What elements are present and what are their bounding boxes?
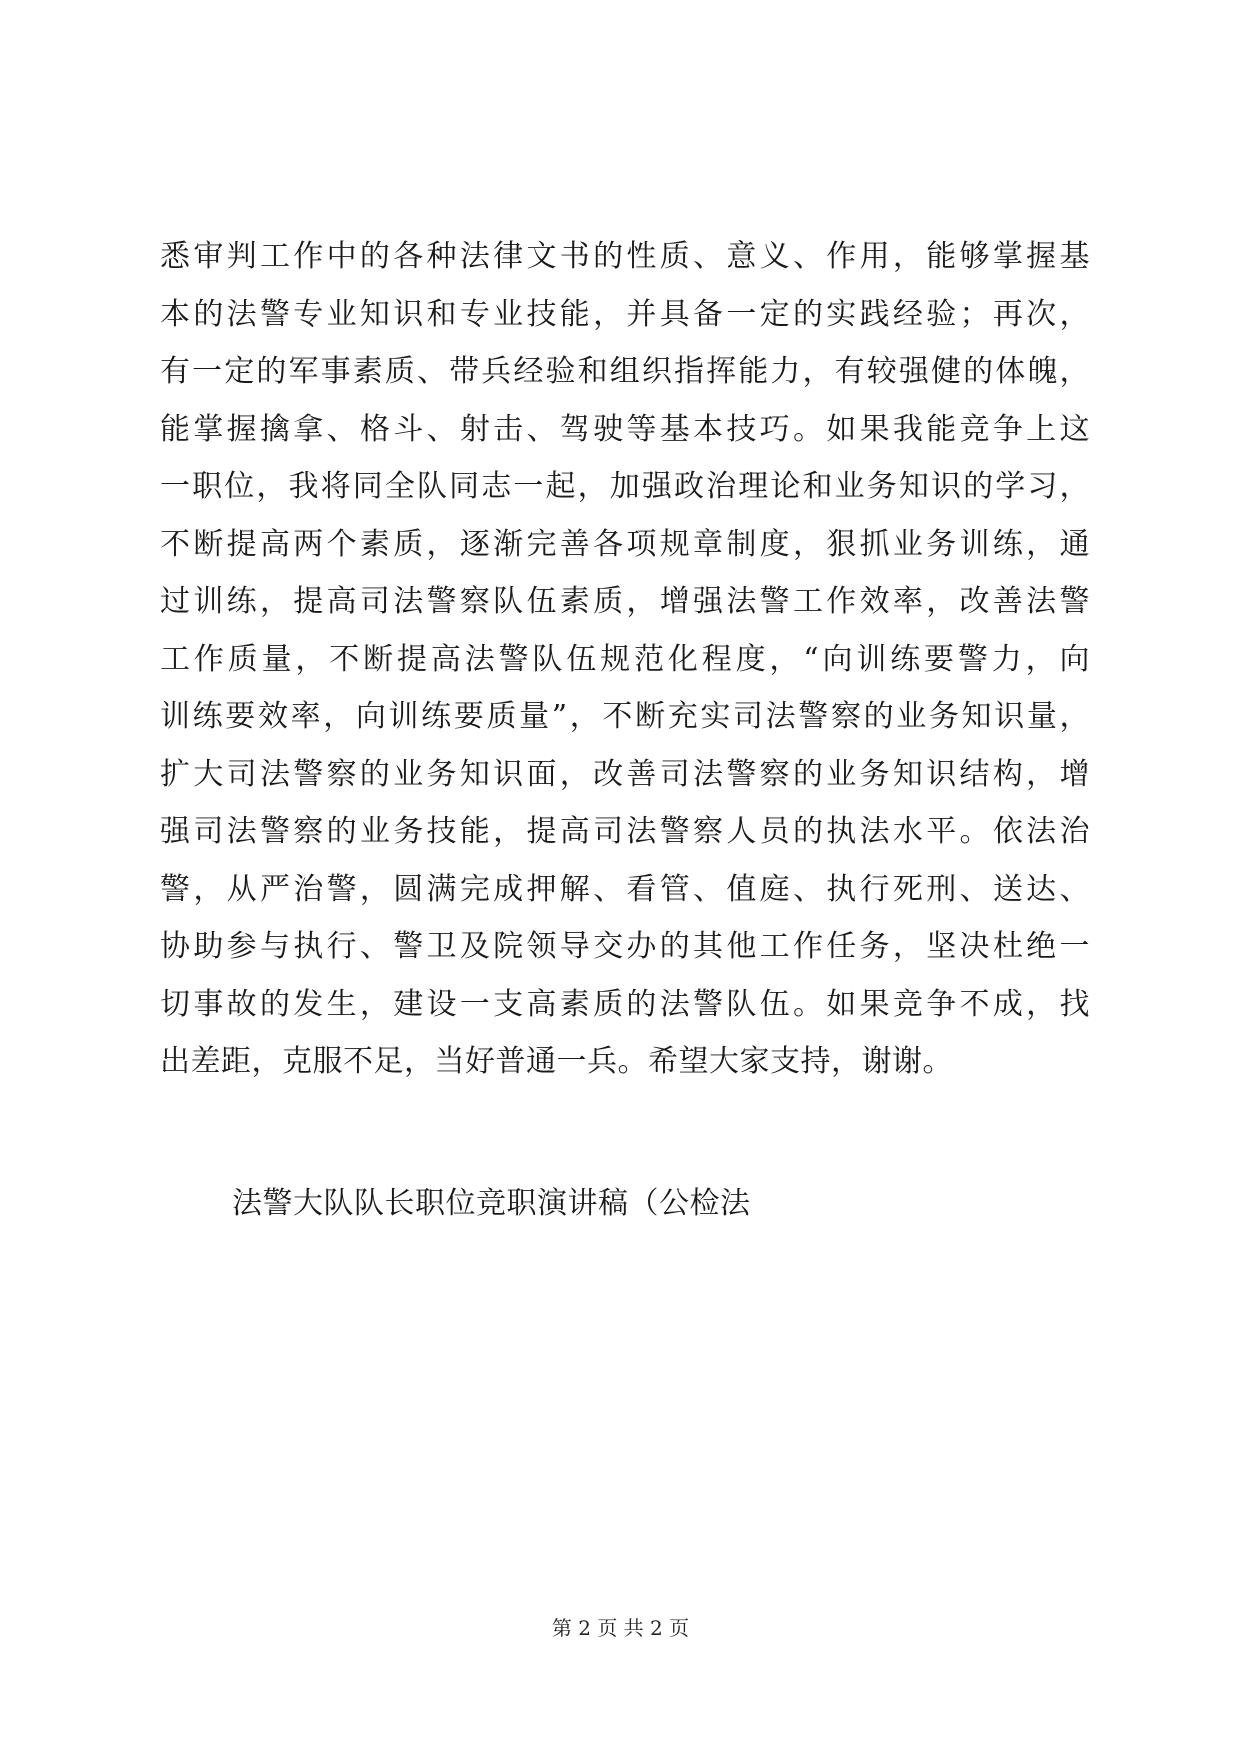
text-line: 工作质量，不断提高法警队伍规范化程度，“向训练要警力，向 (160, 641, 1090, 677)
text-line: 不断提高两个素质，逐渐完善各项规章制度，狠抓业务训练，通 (160, 526, 1090, 562)
text-line: 出差距，克服不足，当好普通一兵。希望大家支持，谢谢。 (160, 1044, 953, 1079)
text-line: 有一定的军事素质、带兵经验和组织指挥能力，有较强健的体魄， (160, 354, 1090, 389)
text-line: 本的法警专业知识和专业技能，并具备一定的实践经验；再次， (160, 296, 1090, 332)
text-line: 协助参与执行、警卫及院领导交办的其他工作任务，坚决杜绝一 (160, 929, 1090, 964)
text-line: 警，从严治警，圆满完成押解、看管、值庭、执行死刑、送达、 (160, 871, 1090, 907)
text-line: 切事故的发生，建设一支高素质的法警队伍。如果竞争不成，找 (160, 986, 1090, 1022)
speech-body-paragraph (160, 228, 1090, 1091)
text-line: 一职位，我将同全队同志一起，加强政治理论和业务知识的学习， (160, 469, 1090, 504)
text-line: 过训练，提高司法警察队伍素质，增强法警工作效率，改善法警 (160, 584, 1090, 619)
page-footer: 第 2 页 共 2 页 (551, 1616, 690, 1640)
text-line: 悉审判工作中的各种法律文书的性质、意义、作用，能够掌握基 (160, 239, 1090, 274)
next-section-title: 法警大队队长职位竞职演讲稿（公检法 (232, 1186, 751, 1221)
text-line: 扩大司法警察的业务知识面，改善司法警察的业务知识结构，增 (160, 756, 1090, 792)
text-line: 强司法警察的业务技能，提高司法警察人员的执法水平。依法治 (160, 814, 1090, 849)
text-line: 能掌握擒拿、格斗、射击、驾驶等基本技巧。如果我能竞争上这 (160, 411, 1090, 447)
text-line: 训练要效率，向训练要质量”，不断充实司法警察的业务知识量， (160, 699, 1090, 734)
